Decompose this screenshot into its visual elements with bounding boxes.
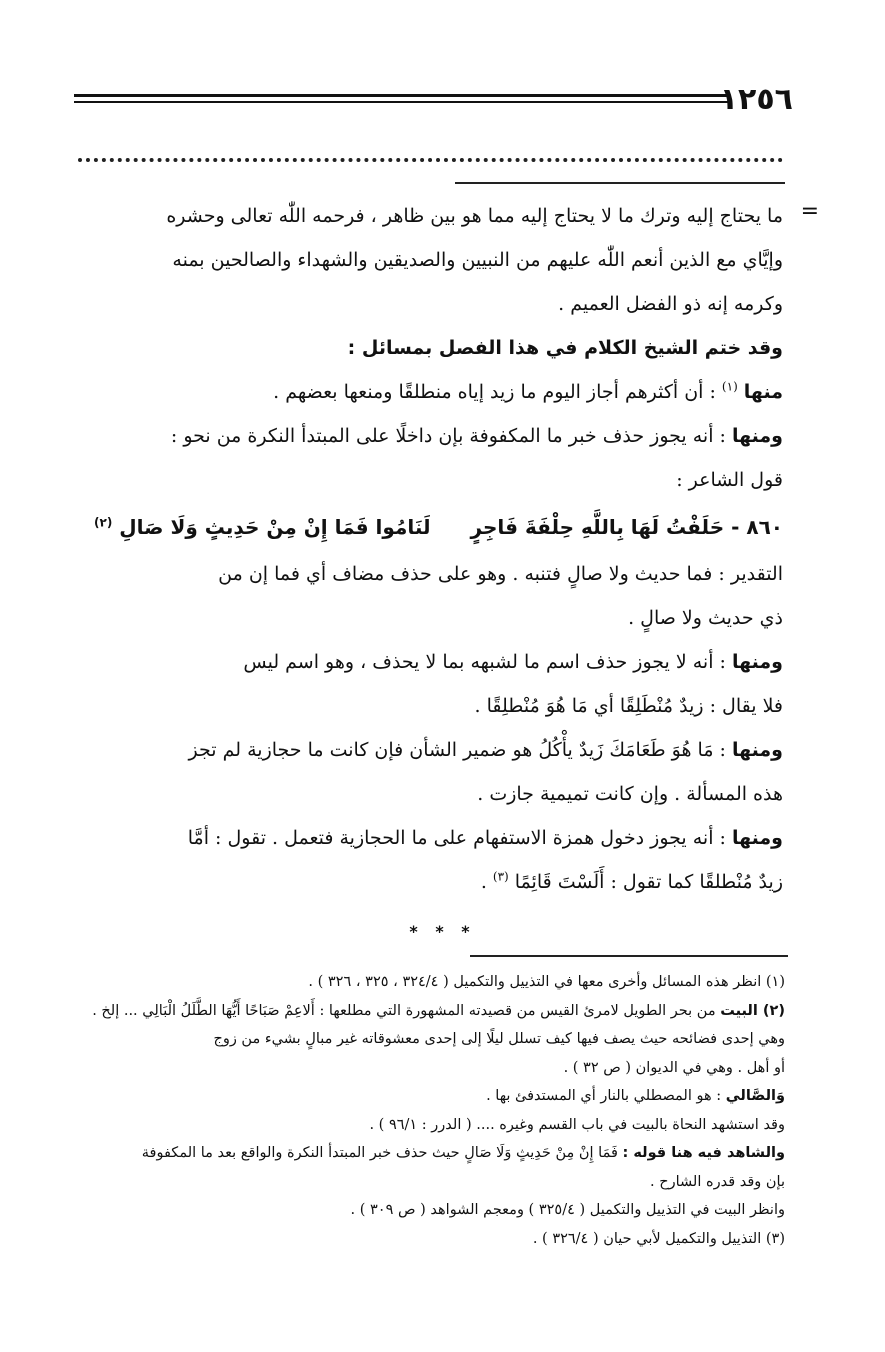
item2-line1: [71, 414, 783, 458]
header-rule-top: [74, 94, 729, 97]
item5-line2-end: .: [480, 871, 493, 893]
footnote-2-shahid-text: فَمَا إِنْ مِنْ حَدِيثٍ وَلَا صَالٍ حيث حذف خبر المبتدأ النكرة والواقع بعد ما المكفوفة: [141, 1145, 623, 1161]
footnote-ref-1: (١): [721, 379, 738, 394]
footnote-2-line6: [73, 1139, 785, 1168]
item1-text: : أن أكثرهم أجاز اليوم ما زيد إياه منطلقًا ومنعها بعضهم .: [273, 381, 722, 403]
item5-line2: [71, 860, 783, 904]
continuation-mark: =: [800, 199, 819, 224]
item1: [71, 370, 783, 414]
footnote-2-text: من بحر الطويل لامرئ القيس من قصيدته المشهورة التي مطلعها : أَلاعِمْ صَبَاحًا أَيُّهَا الطَّلَلُ الْبَالِي ... إلخ .: [92, 1002, 721, 1019]
page-number: ١٢٥٦: [719, 82, 793, 117]
header-rule-bottom: [74, 101, 729, 103]
footnotes: [73, 968, 785, 1253]
item1-lead: منها: [743, 381, 783, 403]
item4-lead: ومنها: [731, 739, 783, 761]
footnote-2-line5: وقد استشهد النحاة بالبيت في باب القسم وغيره .... ( الدرر : ٩٦/١ ) .: [369, 1116, 785, 1133]
item4-line1: [71, 728, 783, 772]
item3-line2: فلا يقال : زيدٌ مُنْطَلِقًا أي مَا هُوَ مُنْطلِقًا .: [474, 695, 783, 717]
item5-line1: [71, 816, 783, 860]
footnote-ref-3: (٣): [492, 869, 509, 884]
footnote-2-line7: بإن وقد قدره الشارح .: [650, 1173, 785, 1190]
verse-number: ٨٦٠ -: [731, 515, 783, 539]
footnote-2-salee-text: : هو المصطلي بالنار أي المستدفئ بها .: [486, 1088, 726, 1104]
footnote-2-salee-lead: وَالصَّالي: [725, 1088, 785, 1104]
item2-text: : أنه يجوز حذف خبر ما المكفوفة بإن داخلًا على المبتدأ النكرة من نحو :: [170, 425, 732, 447]
section-heading: وقد ختم الشيخ الكلام في هذا الفصل بمسائل :: [347, 337, 783, 359]
item3-text: : أنه لا يجوز حذف اسم ما لشبهه بما لا يحذف ، وهو اسم ليس: [243, 651, 732, 673]
dotted-separator: [78, 158, 783, 162]
item3-lead: ومنها: [731, 651, 783, 673]
footnote-2-shahid-lead: والشاهد فيه هنا قوله :: [622, 1145, 785, 1161]
footnote-2-line4: [73, 1082, 785, 1111]
item5-line2-text: زيدٌ مُنْطلقًا كما تقول : أَلَسْتَ قَائِمًا: [514, 871, 783, 893]
item2-line2: قول الشاعر :: [676, 469, 783, 491]
footnote-1: (١) انظر هذه المسائل وأخرى معها في التذييل والتكميل ( ٣٢٤/٤ ، ٣٢٥ ، ٣٢٦ ) .: [308, 974, 785, 990]
item4-text: : مَا هُوَ طَعَامَكَ زَيدٌ يأْكُلُ هو ضمير الشأن فإن كانت ما حجازية لم تجز: [188, 739, 732, 761]
para1-line1: ما يحتاج إليه وترك ما لا يحتاج إليه مما هو بين ظاهر ، فرحمه اللّٰه تعالى وحشره: [166, 205, 783, 227]
section-stars: * * *: [409, 922, 476, 941]
footnote-2-lead: (٢) البيت: [720, 1002, 785, 1019]
footnote-2-line3: أو أهل . وهي في الديوان ( ص ٣٢ ) .: [563, 1059, 785, 1076]
footnote-2-line2: وهي إحدى فضائحه حيث يصف فيها كيف تسلل ليلًا إلى إحدى معشوقاته غير مبالٍ بشيء من زوج: [213, 1031, 785, 1047]
taqdir-line2: ذي حديث ولا صالٍ .: [628, 607, 783, 629]
footnote-2-line8: وانظر البيت في التذييل والتكميل ( ٣٢٥/٤ ) ومعجم الشواهد ( ص ٣٠٩ ) .: [350, 1202, 785, 1218]
para1-line3: وكرمه إنه ذو الفضل العميم .: [558, 293, 783, 315]
taqdir-line1: التقدير : فما حديث ولا صالٍ فتنبه . وهو على حذف مضاف أي فما إن من: [218, 563, 783, 585]
item4-line2: هذه المسألة . وإن كانت تميمية جازت .: [477, 783, 783, 805]
item5-lead: ومنها: [731, 827, 783, 849]
verse-hemistich-2: [94, 502, 431, 552]
verse-second-half: لَنَامُوا فَمَا إِنْ مِنْ حَدِيثٍ وَلَا صَالِ: [119, 515, 431, 539]
poetry-verse: [71, 502, 783, 552]
item3-line1: [71, 640, 783, 684]
verse-hemistich-1: [471, 502, 783, 552]
verse-first-half: حَلَفْتُ لَهَا بِاللَّهِ حِلْفَةَ فَاجِرٍ: [470, 515, 725, 539]
main-text: [71, 194, 783, 904]
footnote-3: (٣) التذييل والتكميل لأبي حيان ( ٣٢٦/٤ ) .: [532, 1230, 785, 1247]
footnote-rule: [470, 955, 788, 957]
item2-lead: ومنها: [731, 425, 783, 447]
footnote-2-line1: [73, 997, 785, 1026]
item5-text: : أنه يجوز دخول همزة الاستفهام على ما الحجازية فتعمل . تقول : أمَّا: [187, 827, 732, 849]
footnote-ref-2: (٢): [94, 515, 113, 530]
para1-line2: وإيَّاي مع الذين أنعم اللّٰه عليهم من النبيين والصديقين والشهداء والصالحين بمنه: [172, 249, 783, 271]
continuation-rule: [455, 182, 785, 184]
